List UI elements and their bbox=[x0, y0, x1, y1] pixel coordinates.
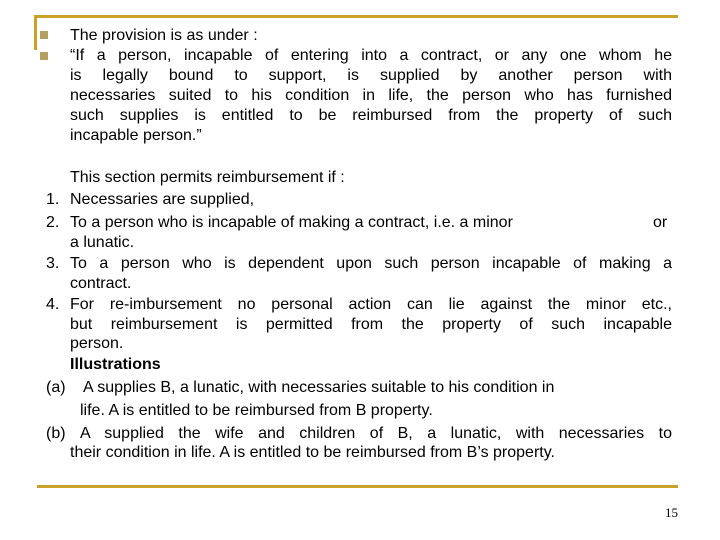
list-item-line: To a person who is dependent upon such person incapable of making a bbox=[70, 255, 672, 272]
illustration-line: life. A is entitled to be reimbursed from B property. bbox=[80, 402, 433, 419]
quote-line: necessaries suited to his condition in life, the person who has furnished bbox=[70, 87, 672, 104]
list-item-line: Necessaries are supplied, bbox=[70, 191, 255, 208]
quote-line: is legally bound to support, is supplied by another person with bbox=[70, 67, 672, 84]
illustration-line: their condition in life. A is entitled to be reimbursed from B’s property. bbox=[70, 444, 555, 461]
list-item-line: person. bbox=[70, 335, 124, 352]
intro-line: The provision is as under : bbox=[70, 27, 258, 44]
bullet-icon bbox=[40, 52, 50, 62]
list-item-line: a lunatic. bbox=[70, 234, 135, 251]
bottom-rule bbox=[37, 485, 678, 488]
quote-line: such supplies is entitled to be reimbursed from the property of such bbox=[70, 107, 672, 124]
list-item-line: but reimbursement is permitted from the property of such incapable bbox=[70, 316, 672, 333]
illustration-line: A supplies B, a lunatic, with necessaries suitable to his condition in bbox=[83, 379, 555, 396]
list-item-line: contract. bbox=[70, 275, 132, 292]
illustrations-heading: Illustrations bbox=[70, 356, 161, 373]
section-lead: This section permits reimbursement if : bbox=[70, 169, 345, 186]
quote-line: “If a person, incapable of entering into a contract, or any one whom he bbox=[70, 47, 672, 64]
bullet-icon bbox=[40, 31, 50, 41]
list-item-line: For re-imbursement no personal action can lie against the minor etc., bbox=[70, 296, 672, 313]
illustration-label: (b) bbox=[46, 425, 66, 442]
quote-line: incapable person.” bbox=[70, 127, 202, 144]
list-number: 1. bbox=[46, 191, 60, 208]
list-number: 2. bbox=[46, 214, 60, 231]
list-item-line: To a person who is incapable of making a contract, i.e. a minor bbox=[70, 214, 513, 231]
list-number: 3. bbox=[46, 255, 60, 272]
list-item-line: or bbox=[653, 214, 668, 231]
list-number: 4. bbox=[46, 296, 60, 313]
page-number: 15 bbox=[665, 505, 678, 520]
illustration-line: A supplied the wife and children of B, a lunatic, with necessaries to bbox=[80, 425, 672, 442]
illustration-label: (a) bbox=[46, 379, 66, 396]
